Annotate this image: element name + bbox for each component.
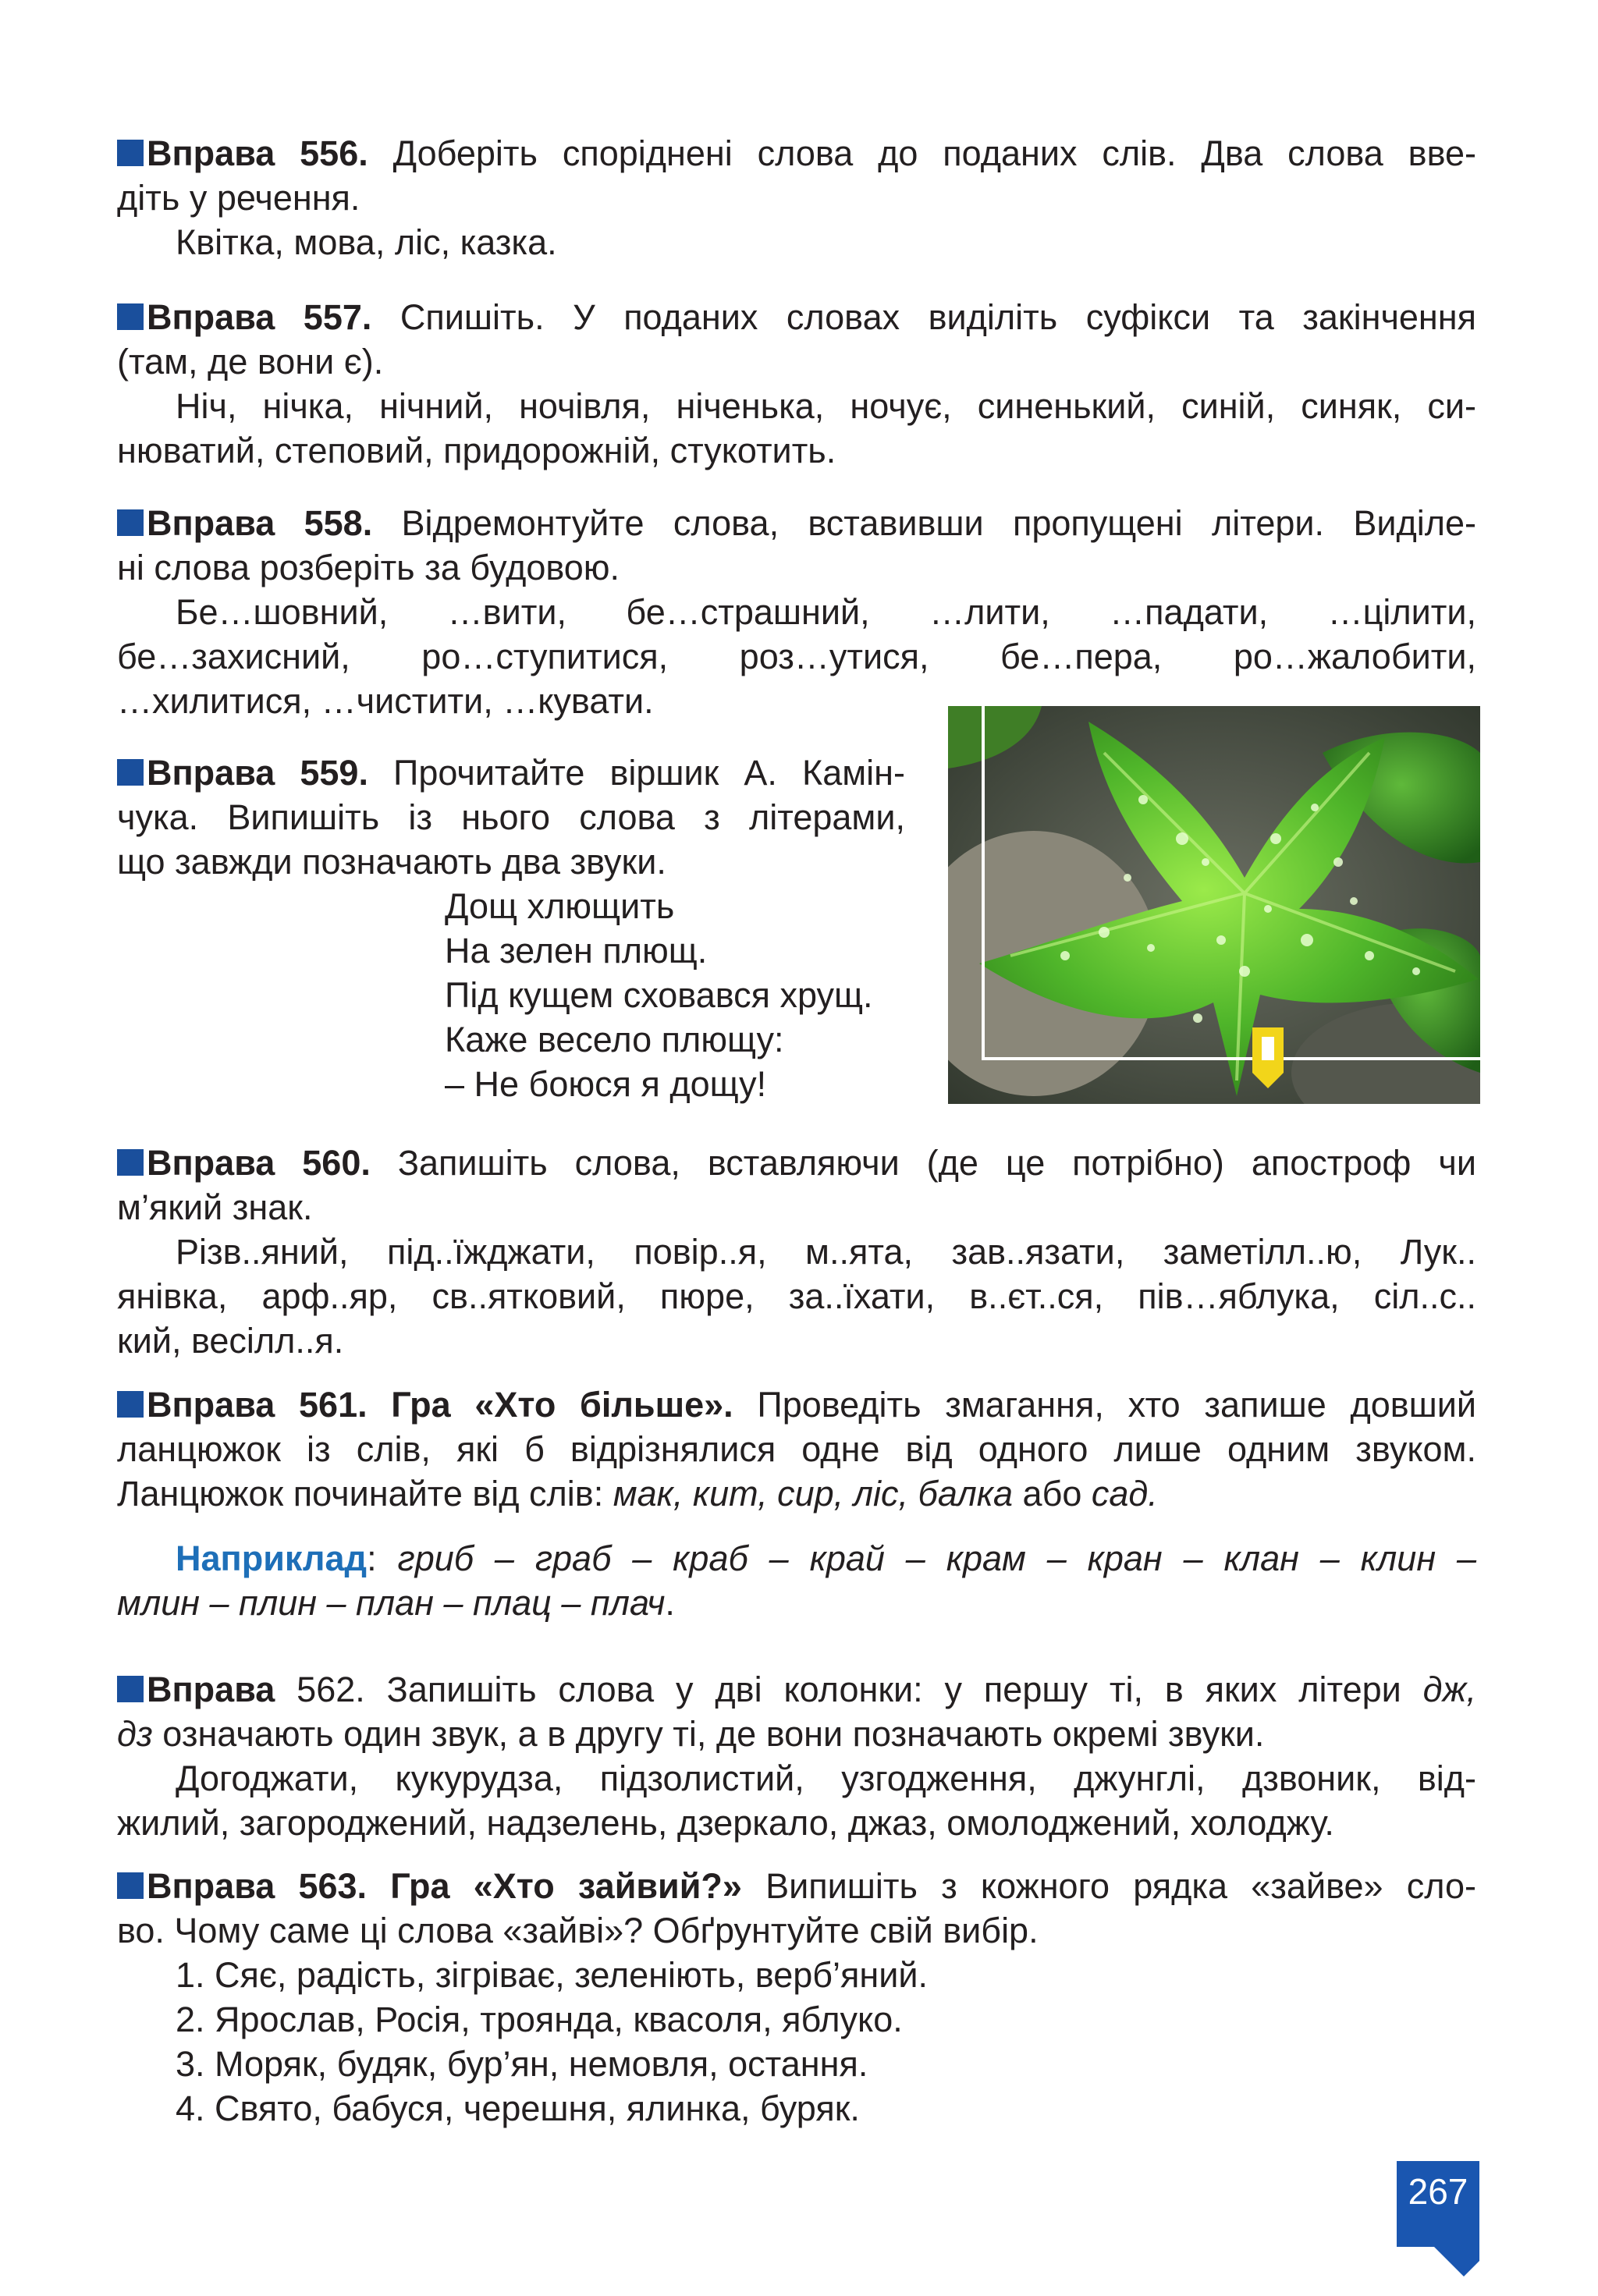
exercise-558-task (117, 501, 1476, 545)
exercise-words-line3: …хилитися, …чистити, …кувати. (117, 681, 654, 721)
exercise-563-task (117, 1864, 1476, 1908)
exercise-557 (117, 295, 1476, 473)
exercise-words-line2: янівка, арф..яр, св..ятковий, пюре, за..їхати, в..єт..ся, пів…яблука, сіл..с.. (117, 1276, 1476, 1316)
example-line2 (117, 1581, 1476, 1625)
square-bullet-icon (117, 140, 144, 166)
exercise-words: Ніч, нічка, нічний, ночівля, ніченька, ночує, синенький, синій, синяк, си- (176, 386, 1476, 426)
exercise-text-line2: во. Чому саме ці слова «зайві»? Обґрунтуйте свій вибір. (117, 1911, 1039, 1950)
starting-words: мак, кит, сир, ліс, балка (613, 1474, 1014, 1514)
exercise-words: Догоджати, кукурудза, підзолистий, узгодження, джунглі, дзвоник, від- (176, 1758, 1476, 1798)
numbered-list (117, 1953, 1476, 2131)
square-bullet-icon (117, 303, 144, 330)
exercise-text-line2: (там, де вони є). (117, 342, 384, 381)
square-bullet-icon (117, 1676, 144, 1702)
list-item: 2. Ярослав, Росія, троянда, квасоля, яблуко. (176, 2000, 903, 2039)
exercise-words: Квітка, мова, ліс, казка. (176, 222, 557, 262)
exercise-560-task (117, 1141, 1476, 1185)
example-colon: : (367, 1538, 398, 1578)
exercise-label: Вправа 561. Гра «Хто більше». (147, 1385, 733, 1425)
exercise-text: Запишіть слова, вставляючи (де це потрібно) апостроф чи (370, 1143, 1476, 1183)
example-chain-line2: млин – плин – план – плац – плач (117, 1583, 666, 1623)
exercise-559-task (117, 751, 905, 795)
exercise-562 (117, 1667, 1476, 1845)
exercise-label: Вправа 558. (147, 503, 373, 543)
square-bullet-icon (117, 509, 144, 536)
exercise-560 (117, 1141, 1476, 1363)
exercise-words: Бе…шовний, …вити, бе…страшний, …лити, …падати, …цілити, (176, 592, 1476, 632)
exercise-text: Випишіть з кожного рядка «зайве» сло- (741, 1866, 1477, 1906)
exercise-text-line2: ні слова розберіть за будовою. (117, 548, 620, 587)
exercise-561-task (117, 1382, 1476, 1427)
list-item: 4. Свято, бабуся, черешня, ялинка, буряк. (176, 2088, 860, 2128)
exercise-label: Вправа 560. (147, 1143, 371, 1183)
list-item: 1. Сяє, радість, зігріває, зеленіють, верб’яний. (176, 1955, 929, 1995)
page-number-tab (1397, 2161, 1479, 2292)
exercise-text-line3: що завжди позначають два звуки. (117, 842, 666, 882)
letters-dzh: дж, (1422, 1670, 1476, 1709)
exercise-label: Вправа 559. (147, 753, 368, 793)
square-bullet-icon (117, 1149, 144, 1176)
square-bullet-icon (117, 759, 144, 786)
exercise-text: Доберіть споріднені слова до поданих слів. Два слова вве- (368, 133, 1477, 173)
exercise-text-line2: діть у речення. (117, 178, 360, 218)
exercise-words-line2: нюватий, степовий, придорожній, стукотить. (117, 431, 836, 470)
letters-dz: дз (117, 1714, 153, 1754)
ivy-leaf-photo (948, 706, 1480, 1104)
example-dot: . (665, 1583, 675, 1623)
exercise-text-plain: Ланцюжок починайте від слів: (117, 1474, 613, 1514)
exercise-text-line2: чука. Випишіть із нього слова з літерами, (117, 797, 905, 837)
exercise-words-line3: кий, весілл..я. (117, 1321, 344, 1361)
poem-line: Каже весело плющу: (445, 1020, 784, 1059)
exercise-text: Прочитайте віршик А. Камін- (368, 753, 906, 793)
example-chain: гриб – граб – краб – край – крам – кран – клан – клин – (397, 1538, 1476, 1578)
example-line1 (117, 1536, 1476, 1581)
starting-word-last: сад. (1091, 1474, 1158, 1514)
exercise-text-line3 (117, 1471, 1476, 1516)
page-number: 267 (1408, 2171, 1468, 2212)
exercise-text-line2: ланцюжок із слів, які б відрізнялися одне від одного лише одним звуком. (117, 1429, 1476, 1469)
exercise-label: Вправа 563. Гра «Хто зайвий?» (147, 1866, 742, 1906)
exercise-text: Спишіть. У поданих словах виділіть суфікси та закінчення (371, 297, 1476, 337)
exercise-text: Проведіть змагання, хто запише довший (733, 1385, 1477, 1425)
exercise-text: Відремонтуйте слова, вставивши пропущені літери. Виділе- (372, 503, 1477, 543)
poem-line: Дощ хлющить (445, 886, 675, 926)
poem (445, 884, 905, 1106)
exercise-text: 562. Запишіть слова у дві колонки: у першу ті, в яких літери (275, 1670, 1423, 1709)
exercise-label: Вправа 557. (147, 297, 372, 337)
exercise-556 (117, 131, 1476, 264)
leaf-illustration (948, 706, 1480, 1104)
exercise-563 (117, 1864, 1476, 2131)
exercise-text-line2 (117, 1712, 1476, 1756)
exercise-words-line2: жилий, загороджений, надзелень, дзеркало, джаз, омолоджений, холоджу. (117, 1803, 1334, 1843)
exercise-text-rest: означають один звук, а в другу ті, де вони позначають окремі звуки. (152, 1714, 1265, 1754)
exercise-words-line2: бе…захисний, ро…ступитися, роз…утися, бе…пера, ро…жалобити, (117, 637, 1476, 676)
exercise-557-task (117, 295, 1476, 339)
exercise-words: Різв..яний, під..їжджати, повір..я, м..ята, зав..язати, заметілл..ю, Лук.. (176, 1232, 1476, 1272)
exercise-text-line2: м’який знак. (117, 1187, 313, 1227)
exercise-558 (117, 501, 1476, 723)
exercise-561 (117, 1382, 1476, 1625)
example-label: Наприклад (176, 1538, 368, 1578)
exercise-label: Вправа (147, 1670, 275, 1709)
square-bullet-icon (117, 1872, 144, 1899)
exercise-label: Вправа 556. (147, 133, 368, 173)
exercise-556-task (117, 131, 1476, 176)
poem-line: Під кущем сховався хрущ. (445, 975, 873, 1015)
exercise-562-task (117, 1667, 1476, 1712)
exercise-559 (117, 751, 905, 1106)
square-bullet-icon (117, 1391, 144, 1418)
exercise-text-or: або (1013, 1474, 1092, 1514)
poem-line: – Не боюся я дощу! (445, 1064, 767, 1104)
poem-line: На зелен плющ. (445, 931, 708, 971)
list-item: 3. Моряк, будяк, бур’ян, немовля, остання. (176, 2044, 868, 2084)
